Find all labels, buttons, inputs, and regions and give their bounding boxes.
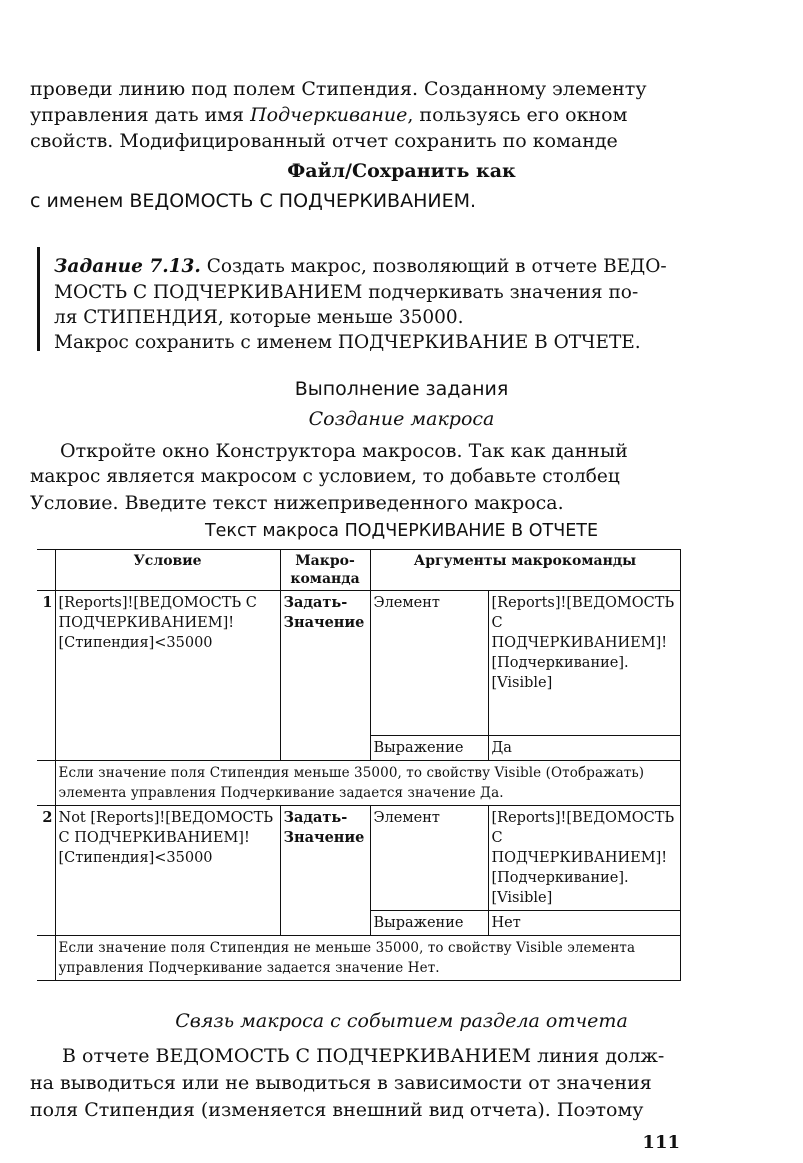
arg-value-element: [Reports]![ВЕДОМОСТЬ С ПОДЧЕРКИВАНИЕМ]! [Подчеркивание]. [Visible] <box>488 806 680 911</box>
row-condition: Not [Reports]![ВЕДОМОСТЬ С ПОДЧЕРКИВАНИЕМ]![Стипендия]<35000 <box>55 806 280 936</box>
execution-subheading: Создание макроса <box>308 408 495 430</box>
header-arguments: Аргументы макрокоманды <box>370 550 680 591</box>
table-row <box>37 806 680 911</box>
row-note: Если значение поля Стипендия меньше 35000, то свойству Visible (Отображать) элемента управления Подчеркивание задается значение Да. <box>55 761 680 806</box>
task-line-3: ля СТИПЕНДИЯ, которые меньше 35000. <box>54 307 464 328</box>
header-action: Макро-команда <box>280 550 370 591</box>
arg-name-expression: Выражение <box>370 911 488 936</box>
task-margin-bar <box>37 247 40 351</box>
section-heading: Связь макроса с событием раздела отчета <box>175 1010 628 1032</box>
execution-line-3: Условие. Введите текст нижеприведенного макроса. <box>30 492 564 514</box>
arg-name-element: Элемент <box>370 591 488 736</box>
arg-value-expression: Нет <box>488 911 680 936</box>
arg-value-expression: Да <box>488 736 680 761</box>
intro-line-3: свойств. Модифицированный отчет сохранить по команде <box>30 130 618 152</box>
menu-command: Файл/Сохранить как <box>287 160 516 182</box>
note-spacer <box>37 936 55 981</box>
arg-name-element: Элемент <box>370 806 488 911</box>
task-line-1 <box>54 256 667 277</box>
row-action: Задать-Значение <box>280 591 370 761</box>
intro-line-2 <box>30 104 627 126</box>
table-header-row <box>37 550 680 591</box>
section-line-1: В отчете ВЕДОМОСТЬ С ПОДЧЕРКИВАНИЕМ линия долж- <box>62 1045 665 1067</box>
arg-value-element: [Reports]![ВЕДОМОСТЬ С ПОДЧЕРКИВАНИЕМ]! [Подчеркивание].[Visible] <box>488 591 680 736</box>
row-number: 2 <box>37 806 55 936</box>
section-line-2: на выводиться или не выводиться в зависимости от значения <box>30 1072 652 1094</box>
row-action: Задать-Значение <box>280 806 370 936</box>
header-condition: Условие <box>55 550 280 591</box>
execution-line-1: Откройте окно Конструктора макросов. Так как данный <box>60 440 628 462</box>
header-number-cell <box>37 550 55 591</box>
macro-table <box>37 549 681 981</box>
task-label: Задание 7.13. <box>54 256 201 277</box>
table-note-row <box>37 761 680 806</box>
table-note-row <box>37 936 680 981</box>
task-line-4: Макрос сохранить с именем ПОДЧЕРКИВАНИЕ В ОТЧЕТЕ. <box>54 332 641 353</box>
intro-line-5: с именем ВЕДОМОСТЬ С ПОДЧЕРКИВАНИЕМ. <box>30 190 477 212</box>
task-line-2: МОСТЬ С ПОДЧЕРКИВАНИЕМ подчеркивать значения по- <box>54 282 639 303</box>
note-spacer <box>37 761 55 806</box>
intro-line-2-text: управления дать имя <box>30 104 251 126</box>
control-name-italic: Подчеркивание <box>250 104 408 126</box>
arg-name-expression: Выражение <box>370 736 488 761</box>
row-condition: [Reports]![ВЕДОМОСТЬ С ПОДЧЕРКИВАНИЕМ]![Стипендия]<35000 <box>55 591 280 761</box>
intro-line-2-tail: , пользуясь его окном <box>407 104 628 126</box>
table-caption: Текст макроса ПОДЧЕРКИВАНИЕ В ОТЧЕТЕ <box>204 521 599 541</box>
task-text-1: Создать макрос, позволяющий в отчете ВЕДО- <box>200 256 667 277</box>
execution-heading: Выполнение задания <box>294 378 509 400</box>
page-number: 111 <box>642 1132 680 1153</box>
intro-line-1: проведи линию под полем Стипендия. Созданному элементу <box>30 78 647 100</box>
row-number: 1 <box>37 591 55 761</box>
table-row <box>37 591 680 736</box>
execution-line-2: макрос является макросом с условием, то добавьте столбец <box>30 466 620 487</box>
row-note: Если значение поля Стипендия не меньше 35000, то свойству Visible элемента управления Подчеркивание задается значение Нет. <box>55 936 680 981</box>
section-line-3: поля Стипендия (изменяется внешний вид отчета). Поэтому <box>30 1099 644 1121</box>
